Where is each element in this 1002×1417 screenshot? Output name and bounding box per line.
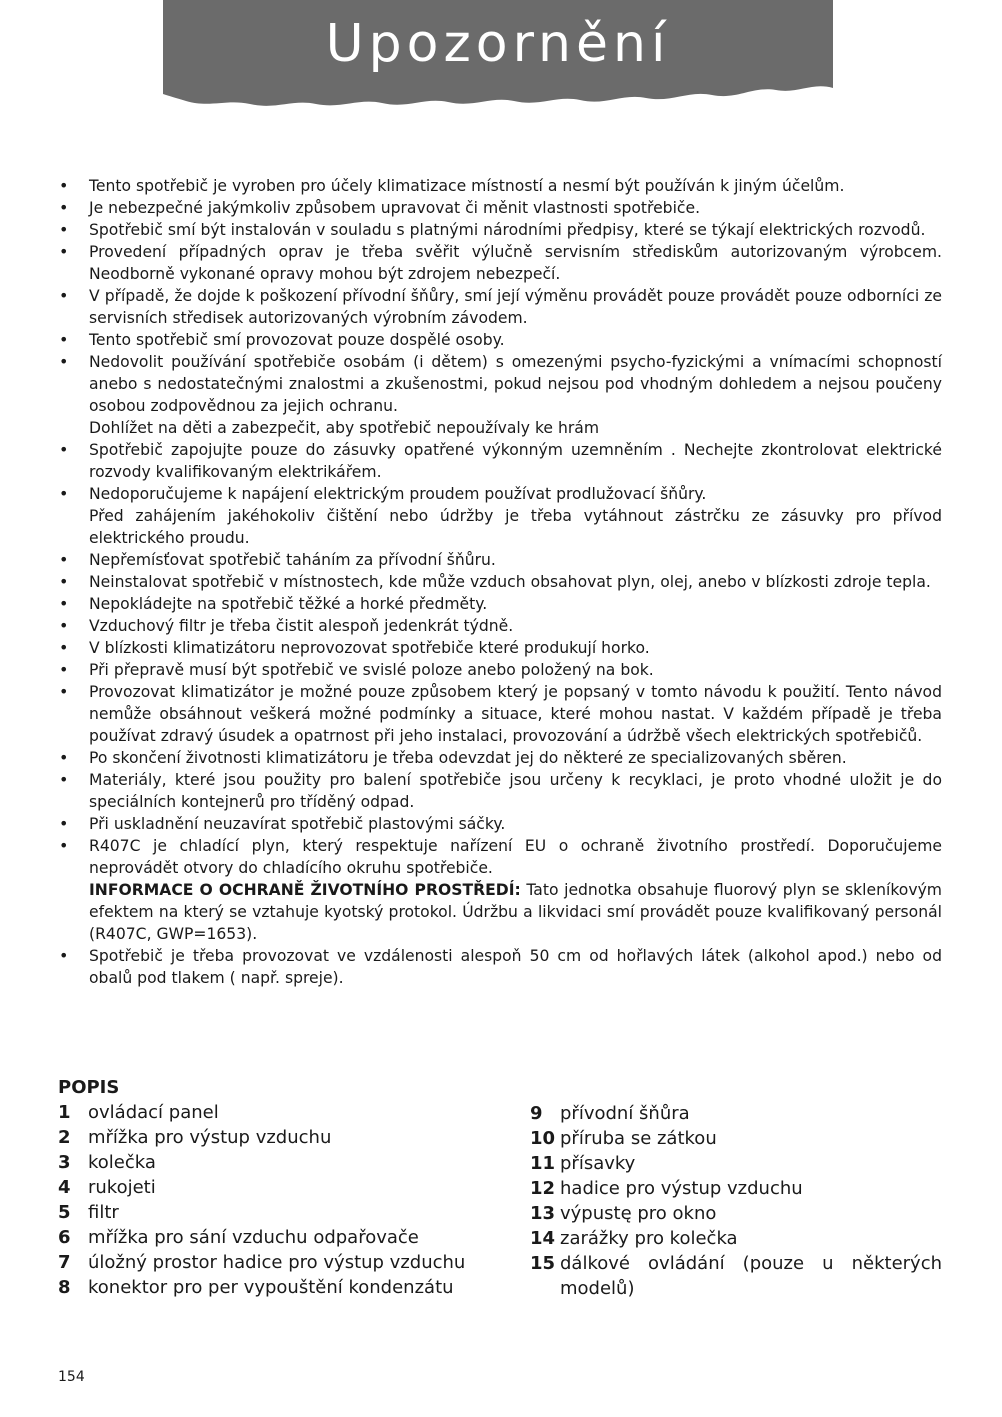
part-number: 11: [530, 1153, 556, 1174]
warning-text: Je nebezpečné jakýmkoliv způsobem upravovat či měnit vlastnosti spotřebiče.: [89, 199, 701, 217]
warning-item: [58, 219, 942, 241]
part-item: [58, 1125, 478, 1150]
part-item: [58, 1150, 478, 1175]
part-item: [530, 1126, 942, 1151]
part-number: 9: [530, 1103, 543, 1124]
part-item: [530, 1201, 942, 1226]
part-label: zarážky pro kolečka: [560, 1228, 738, 1249]
part-label: konektor pro per vypouštění kondenzátu: [88, 1277, 454, 1298]
part-number: 15: [530, 1253, 556, 1274]
part-number: 10: [530, 1128, 556, 1149]
warning-item: [58, 285, 942, 329]
part-label: přívodní šňůra: [560, 1103, 690, 1124]
part-item: [530, 1176, 942, 1201]
warning-text: Tento spotřebič smí provozovat pouze dospělé osoby.: [89, 331, 505, 349]
warning-text: Nepokládejte na spotřebič těžké a horké předměty.: [89, 595, 488, 613]
warnings-list: [58, 175, 942, 989]
part-item: [58, 1250, 478, 1275]
part-label: kolečka: [88, 1152, 156, 1173]
warning-text: Při přepravě musí být spotřebič ve svislé poloze anebo položený na bok.: [89, 661, 654, 679]
warning-text: Po skončení životnosti klimatizátoru je třeba odevzdat jej do některé ze specializovaných sběren.: [89, 749, 847, 767]
part-number: 3: [58, 1152, 71, 1173]
warning-item: [58, 747, 942, 769]
part-number: 2: [58, 1127, 71, 1148]
warning-item: [58, 681, 942, 747]
part-item: [58, 1175, 478, 1200]
warning-item: [58, 483, 942, 549]
part-number: 7: [58, 1252, 71, 1273]
warning-item: [58, 241, 942, 285]
warning-item: [58, 549, 942, 571]
warning-text: Spotřebič je třeba provozovat ve vzdálenosti alespoň 50 cm od hořlavých látek (alkohol apod.) nebo od obalů pod tlakem ( např. spreje).: [89, 947, 942, 987]
part-number: 1: [58, 1102, 71, 1123]
warning-item: [58, 351, 942, 439]
part-label: přísavky: [560, 1153, 636, 1174]
part-label: hadice pro výstup vzduchu: [560, 1178, 803, 1199]
part-label: dálkové ovládání (pouze u některých: [560, 1253, 942, 1274]
page-title: Upozornění: [325, 14, 671, 74]
warning-text: Spotřebič smí být instalován v souladu s platnými národními předpisy, které se týkají elektrických rozvodů.: [89, 221, 926, 239]
warning-item: [58, 593, 942, 615]
part-label: mřížka pro výstup vzduchu: [88, 1127, 332, 1148]
part-item: [530, 1101, 942, 1126]
warning-text: Při uskladnění neuzavírat spotřebič plastovými sáčky.: [89, 815, 506, 833]
part-label: úložný prostor hadice pro výstup vzduchu: [88, 1252, 466, 1273]
warning-item: [58, 835, 942, 945]
part-label: výpustę pro okno: [560, 1203, 717, 1224]
warning-item: [58, 637, 942, 659]
part-item: [58, 1275, 478, 1300]
warning-item: [58, 439, 942, 483]
warning-item: [58, 197, 942, 219]
warning-text: V blízkosti klimatizátoru neprovozovat spotřebiče které produkují horko.: [89, 639, 650, 657]
part-label: filtr: [88, 1202, 119, 1223]
warning-text: Materiály, které jsou použity pro balení spotřebiče jsou určeny k recyklaci, je proto vhodné uložit je do speciálních kontejnerů pro tříděný odpad.: [89, 771, 942, 811]
part-number: 6: [58, 1227, 71, 1248]
warning-text: Neinstalovat spotřebič v místnostech, kde může vzduch obsahovat plyn, olej, anebo v blízkosti zdroje tepla.: [89, 573, 931, 591]
part-label: rukojeti: [88, 1177, 156, 1198]
page-number: 154: [58, 1369, 85, 1385]
warning-extra-text: Dohlížet na děti a zabezpečit, aby spotřebič nepoužívaly ke hrám: [89, 419, 600, 437]
warning-item: [58, 615, 942, 637]
warning-text: Nepřemísťovat spotřebič taháním za přívodní šňůru.: [89, 551, 496, 569]
part-item: [58, 1100, 478, 1125]
part-number: 8: [58, 1277, 71, 1298]
warning-item: [58, 769, 942, 813]
parts-list-right: [530, 1101, 942, 1301]
description-heading: POPIS: [58, 1077, 120, 1098]
warning-text: Spotřebič zapojujte pouze do zásuvky opatřené výkonným uzemněním . Nechejte zkontrolovat elektrické rozvody kvalifikovaným elektrikářem.: [89, 441, 942, 481]
warning-item: [58, 945, 942, 989]
part-item: [530, 1251, 942, 1301]
part-item: [58, 1225, 478, 1250]
warning-text: Provedení případných oprav je třeba svěřit výlučně servisním střediskům autorizovaným výrobcem. Neodborně vykonané opravy mohou být zdrojem nebezpečí.: [89, 243, 942, 283]
part-item: [530, 1151, 942, 1176]
warning-text: Nedovolit používání spotřebiče osobám (i dětem) s omezenými psycho-fyzickými a vnímacími schopností anebo s nedostatečnými znalostmi a zkušenostmi, pokud nejsou pod vhodným dohledem a nejsou poučeny osobou zodpovědnou za jejich ochranu.: [89, 353, 942, 415]
environment-info-heading: INFORMACE O OCHRANĚ ŽIVOTNÍHO PROSTŘEDÍ:: [89, 881, 521, 899]
part-number: 13: [530, 1203, 556, 1224]
warning-text: V případě, že dojde k poškození přívodní šňůry, smí její výměnu provádět pouze provádět pouze odborníci ze servisních středisek autorizovaných výrobním závodem.: [89, 287, 942, 327]
warning-item: [58, 175, 942, 197]
warning-text: Vzduchový filtr je třeba čistit alespoň jedenkrát týdně.: [89, 617, 514, 635]
warning-item: [58, 571, 942, 593]
part-number: 14: [530, 1228, 556, 1249]
warning-text: R407C je chladící plyn, který respektuje nařízení EU o ochraně životního prostředí. Doporučujeme neprovádět otvory do chladícího okruhu spotřebiče.: [89, 837, 942, 877]
parts-list-left: [58, 1100, 478, 1300]
warning-item: [58, 329, 942, 351]
warning-item: [58, 813, 942, 835]
warning-item: [58, 659, 942, 681]
warning-text: Nedoporučujeme k napájení elektrickým proudem používat prodlužovací šňůry.: [89, 485, 707, 503]
warning-text: Provozovat klimatizátor je možné pouze způsobem který je popsaný v tomto návodu k použití. Tento návod nemůže obsáhnout veškerá možné podmínky a situace, které mohou nastat. V každém případě je třeba používat zdravý úsudek a opatrnost při jeho instalaci, provozování a údržbě všech elektrických spotřebičů.: [89, 683, 942, 745]
part-label: příruba se zátkou: [560, 1128, 717, 1149]
part-number: 4: [58, 1177, 71, 1198]
part-label: ovládací panel: [88, 1102, 219, 1123]
part-item: [530, 1226, 942, 1251]
part-label-continuation: modelů): [560, 1278, 635, 1299]
part-label: mřížka pro sání vzduchu odpařovače: [88, 1227, 419, 1248]
part-number: 12: [530, 1178, 556, 1199]
environment-info-text: Tato jednotka obsahuje fluorový plyn se skleníkovým efektem na který se vztahuje kyotský protokol. Údržbu a likvidaci smí provádět pouze kvalifikovaný personál (R407C, GWP=1653).: [89, 881, 942, 943]
part-number: 5: [58, 1202, 71, 1223]
warning-text: Tento spotřebič je vyroben pro účely klimatizace místností a nesmí být používán k jiným účelům.: [89, 177, 845, 195]
environment-info: [89, 879, 942, 945]
warning-extra-text: Před zahájením jakéhokoliv čištění nebo údržby je třeba vytáhnout zástrčku ze zásuvky pro přívod elektrického proudu.: [89, 507, 942, 547]
part-item: [58, 1200, 478, 1225]
